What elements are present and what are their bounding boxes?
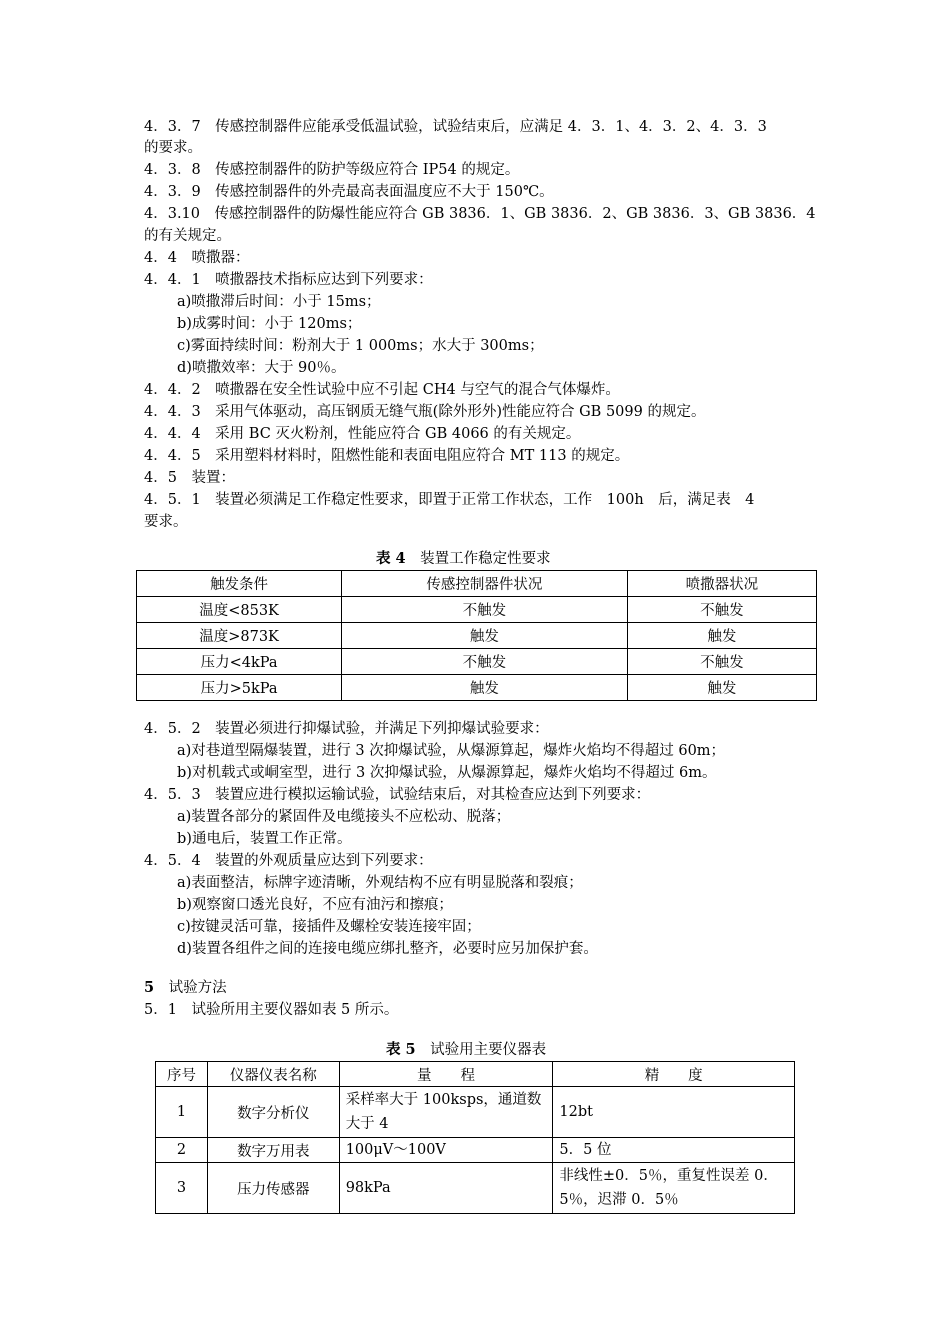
clause-4-4-2: 4．4．2 喷撒器在安全性试验中应不引起 CH4 与空气的混合气体爆炸。 bbox=[144, 382, 620, 398]
list-item: b)观察窗口透光良好，不应有油污和擦痕； bbox=[177, 897, 453, 913]
clause-4-3-7: 4．3．7 传感控制器件应能承受低温试验，试验结束后，应满足 4．3．1、4．3．2、4．3．3 bbox=[144, 119, 767, 135]
clause-4-5-2: 4．5．2 装置必须进行抑爆试验，并满足下列抑爆试验要求： bbox=[144, 721, 549, 737]
list-item: b)对机载式或峒室型，进行 3 次抑爆试验，从爆源算起，爆炸火焰均不得超过 6m。 bbox=[177, 765, 717, 781]
table-header-cell: 传感控制器件状况 bbox=[342, 571, 628, 597]
table-cell: 非线性±0．5％，重复性误差 0．5％，迟滞 0．5％ bbox=[553, 1163, 795, 1214]
table-cell: 触发 bbox=[342, 623, 628, 649]
list-item: a)装置各部分的紧固件及电缆接头不应松动、脱落； bbox=[177, 809, 511, 825]
table5-caption-number: 表 5 bbox=[386, 1041, 416, 1058]
list-item: b)成雾时间：小于 120ms； bbox=[177, 316, 362, 332]
table-row bbox=[137, 649, 817, 675]
table5-caption bbox=[386, 1040, 546, 1060]
list-item: a)喷撒滞后时间：小于 15ms； bbox=[177, 294, 381, 310]
table-header-row bbox=[156, 1062, 795, 1087]
table5-caption-title: 试验用主要仪器表 bbox=[430, 1042, 547, 1058]
list-item: d)喷撒效率：大于 90％。 bbox=[177, 360, 346, 376]
clause-5-1: 5．1 试验所用主要仪器如表 5 所示。 bbox=[144, 1002, 399, 1018]
table-cell: 采样率大于 100ksps，通道数大于 4 bbox=[339, 1087, 553, 1138]
clause-4-5-1: 4．5．1 装置必须满足工作稳定性要求，即置于正常工作状态，工作 100h 后，满足表 4 bbox=[144, 492, 755, 508]
list-item: c)雾面持续时间：粉剂大于 1 000ms；水大于 300ms； bbox=[177, 338, 544, 354]
clause-4-5-4: 4．5．4 装置的外观质量应达到下列要求： bbox=[144, 853, 433, 869]
table-cell: 压力<4kPa bbox=[137, 649, 342, 675]
table-cell: 不触发 bbox=[342, 649, 628, 675]
table-cell: 5．5 位 bbox=[553, 1138, 795, 1163]
list-item: c)按键灵活可靠，接插件及螺栓安装连接牢固； bbox=[177, 919, 481, 935]
table-row bbox=[156, 1163, 795, 1214]
clause-4-4-1: 4．4．1 喷撒器技术指标应达到下列要求： bbox=[144, 272, 433, 288]
table-row bbox=[137, 623, 817, 649]
table-cell: 触发 bbox=[627, 623, 816, 649]
section-title: 试验方法 bbox=[168, 980, 227, 996]
table-header-row bbox=[137, 571, 817, 597]
table-header-cell: 仪器仪表名称 bbox=[207, 1062, 339, 1087]
table-header-cell: 序号 bbox=[156, 1062, 208, 1087]
table-header-cell: 喷撒器状况 bbox=[627, 571, 816, 597]
table4-caption bbox=[376, 549, 551, 569]
table-row bbox=[156, 1138, 795, 1163]
table-cell: 压力>5kPa bbox=[137, 675, 342, 701]
clause-4-4-4: 4．4．4 采用 BC 灭火粉剂，性能应符合 GB 4066 的有关规定。 bbox=[144, 426, 581, 442]
section-number: 5 bbox=[144, 979, 155, 996]
table-cell: 不触发 bbox=[627, 597, 816, 623]
table-header-cell: 精 度 bbox=[553, 1062, 795, 1087]
table-row bbox=[156, 1087, 795, 1138]
clause-4-4-3: 4．4．3 采用气体驱动，高压钢质无缝气瓶(除外形外)性能应符合 GB 5099 的规定。 bbox=[144, 404, 706, 420]
table-cell: 98kPa bbox=[339, 1163, 553, 1214]
section-5-heading bbox=[144, 977, 227, 999]
clause-4-5-1-cont: 要求。 bbox=[144, 514, 188, 530]
table-cell: 数字万用表 bbox=[207, 1138, 339, 1163]
table-header-cell: 触发条件 bbox=[137, 571, 342, 597]
clause-4-3-7-cont: 的要求。 bbox=[144, 140, 202, 156]
table-row bbox=[137, 597, 817, 623]
table-cell: 不触发 bbox=[342, 597, 628, 623]
table-cell: 触发 bbox=[342, 675, 628, 701]
clause-4-3-10-cont: 的有关规定。 bbox=[144, 228, 231, 244]
table-header-cell: 量 程 bbox=[339, 1062, 553, 1087]
table-cell: 触发 bbox=[627, 675, 816, 701]
table4-caption-number: 表 4 bbox=[376, 550, 406, 567]
table-cell: 100μV～100V bbox=[339, 1138, 553, 1163]
table-cell: 2 bbox=[156, 1138, 208, 1163]
clause-4-4-heading: 4．4 喷撒器： bbox=[144, 250, 250, 266]
table-4 bbox=[136, 570, 817, 701]
table-row bbox=[137, 675, 817, 701]
clause-4-5-3: 4．5．3 装置应进行模拟运输试验，试验结束后，对其检查应达到下列要求： bbox=[144, 787, 651, 803]
table-cell: 数字分析仪 bbox=[207, 1087, 339, 1138]
table-5 bbox=[155, 1061, 795, 1214]
list-item: a)表面整洁，标牌字迹清晰，外观结构不应有明显脱落和裂痕； bbox=[177, 875, 583, 891]
table-cell: 温度<853K bbox=[137, 597, 342, 623]
clause-4-4-5: 4．4．5 采用塑料材料时，阻燃性能和表面电阻应符合 MT 113 的规定。 bbox=[144, 448, 630, 464]
table4-caption-title: 装置工作稳定性要求 bbox=[420, 551, 551, 567]
table-cell: 温度>873K bbox=[137, 623, 342, 649]
clause-4-5-heading: 4．5 装置： bbox=[144, 470, 235, 486]
list-item: b)通电后，装置工作正常。 bbox=[177, 831, 352, 847]
table-cell: 1 bbox=[156, 1087, 208, 1138]
table-cell: 12bt bbox=[553, 1087, 795, 1138]
list-item: d)装置各组件之间的连接电缆应绑扎整齐，必要时应另加保护套。 bbox=[177, 941, 598, 957]
clause-4-3-8: 4．3．8 传感控制器件的防护等级应符合 IP54 的规定。 bbox=[144, 162, 520, 178]
clause-4-3-10: 4．3.10 传感控制器件的防爆性能应符合 GB 3836．1、GB 3836．2、GB 3836．3、GB 3836．4 bbox=[144, 206, 816, 222]
table-cell: 压力传感器 bbox=[207, 1163, 339, 1214]
table-cell: 3 bbox=[156, 1163, 208, 1214]
clause-4-3-9: 4．3．9 传感控制器件的外壳最高表面温度应不大于 150℃。 bbox=[144, 184, 554, 200]
table-cell: 不触发 bbox=[627, 649, 816, 675]
list-item: a)对巷道型隔爆装置，进行 3 次抑爆试验，从爆源算起，爆炸火焰均不得超过 60m； bbox=[177, 743, 726, 759]
